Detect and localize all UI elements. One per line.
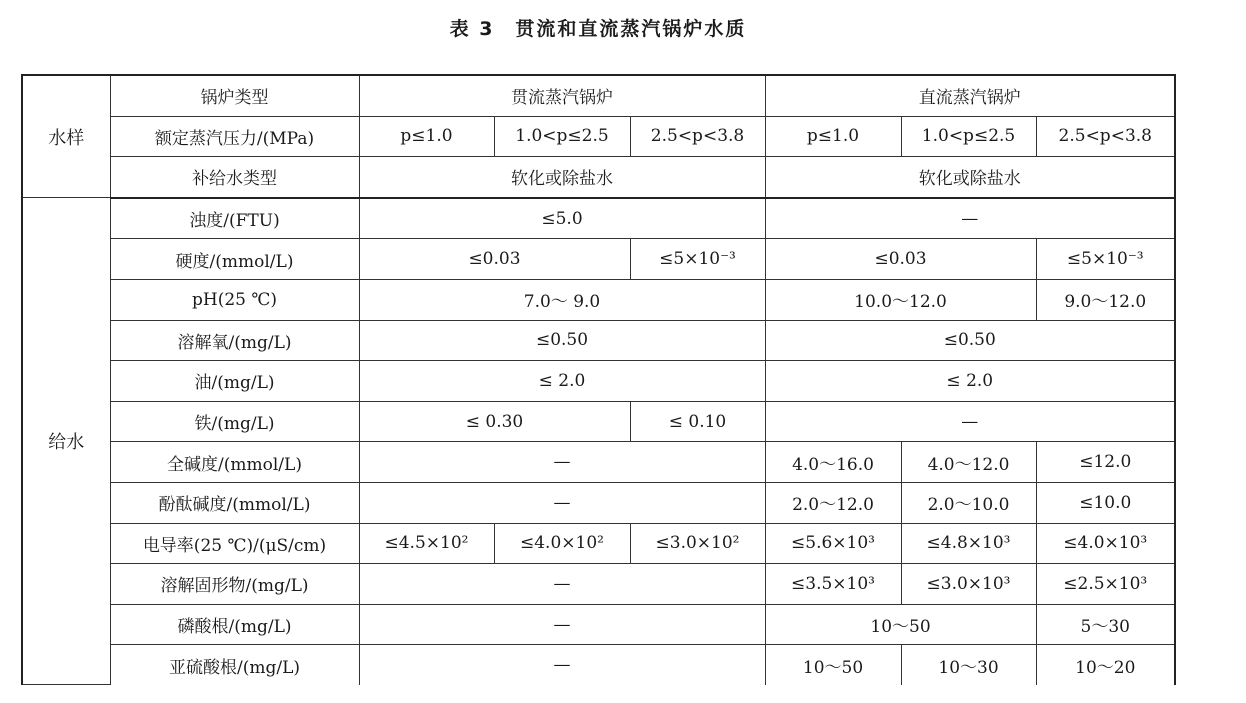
header-direct-flow: 直流蒸汽锅炉 xyxy=(765,75,1175,116)
table-cell: ≤4.8×10³ xyxy=(901,523,1036,564)
table-cell: 10～30 xyxy=(901,645,1036,685)
table-row xyxy=(22,645,1175,685)
row-label: 溶解固形物/(mg/L) xyxy=(110,564,359,605)
water-quality-table xyxy=(21,74,1176,685)
table-cell: 5～30 xyxy=(1036,604,1175,645)
table-cell: — xyxy=(359,482,765,523)
table-cell: ≤5×10⁻³ xyxy=(630,239,765,280)
makeup-direct-flow: 软化或除盐水 xyxy=(765,157,1175,198)
table-cell: ≤ 0.10 xyxy=(630,401,765,442)
table-cell: 10～50 xyxy=(765,604,1036,645)
table-cell: ≤12.0 xyxy=(1036,442,1175,483)
pressure-cell: 2.5<p<3.8 xyxy=(630,116,765,157)
table-cell: 7.0～ 9.0 xyxy=(359,279,765,320)
table-cell: ≤0.03 xyxy=(359,239,630,280)
table-cell: 10～50 xyxy=(765,645,901,685)
row-label: 全碱度/(mmol/L) xyxy=(110,442,359,483)
group-label-sample: 水样 xyxy=(22,75,110,198)
header-row-boiler-type xyxy=(22,75,1175,116)
header-row-makeup xyxy=(22,157,1175,198)
table-row xyxy=(22,523,1175,564)
pressure-cell: 1.0<p≤2.5 xyxy=(494,116,630,157)
table-row xyxy=(22,361,1175,402)
row-label: 电导率(25 ℃)/(μS/cm) xyxy=(110,523,359,564)
row-label: 亚硫酸根/(mg/L) xyxy=(110,645,359,685)
row-label: pH(25 ℃) xyxy=(110,279,359,320)
table-row xyxy=(22,279,1175,320)
row-label: 硬度/(mmol/L) xyxy=(110,239,359,280)
table-cell: 2.0～12.0 xyxy=(765,482,901,523)
table-row xyxy=(22,442,1175,483)
table-row xyxy=(22,604,1175,645)
pressure-cell: p≤1.0 xyxy=(765,116,901,157)
table-title: 表 3 贯流和直流蒸汽锅炉水质 xyxy=(449,18,747,40)
row-label: 铁/(mg/L) xyxy=(110,401,359,442)
table-cell: 4.0～16.0 xyxy=(765,442,901,483)
table-cell: ≤0.03 xyxy=(765,239,1036,280)
table-cell: ≤3.5×10³ xyxy=(765,564,901,605)
table-cell: — xyxy=(359,645,765,685)
pressure-cell: 1.0<p≤2.5 xyxy=(901,116,1036,157)
table-cell: 10.0～12.0 xyxy=(765,279,1036,320)
header-label: 锅炉类型 xyxy=(110,75,359,116)
table-cell: — xyxy=(359,604,765,645)
table-cell: — xyxy=(765,198,1175,239)
makeup-once-through: 软化或除盐水 xyxy=(359,157,765,198)
table-cell: ≤0.50 xyxy=(359,320,765,361)
row-label: 溶解氧/(mg/L) xyxy=(110,320,359,361)
table-cell: ≤4.0×10² xyxy=(494,523,630,564)
row-label: 磷酸根/(mg/L) xyxy=(110,604,359,645)
table-cell: ≤ 0.30 xyxy=(359,401,630,442)
table-cell: ≤5.0 xyxy=(359,198,765,239)
table-cell: ≤10.0 xyxy=(1036,482,1175,523)
row-label: 油/(mg/L) xyxy=(110,361,359,402)
table-cell: — xyxy=(359,564,765,605)
table-cell: — xyxy=(359,442,765,483)
table-row xyxy=(22,239,1175,280)
row-label: 酚酞碱度/(mmol/L) xyxy=(110,482,359,523)
table-row xyxy=(22,198,1175,239)
header-once-through: 贯流蒸汽锅炉 xyxy=(359,75,765,116)
table-cell: 9.0～12.0 xyxy=(1036,279,1175,320)
table-row xyxy=(22,482,1175,523)
row-label: 浊度/(FTU) xyxy=(110,198,359,239)
table-cell: ≤ 2.0 xyxy=(765,361,1175,402)
table-cell: 4.0～12.0 xyxy=(901,442,1036,483)
table-cell: ≤4.0×10³ xyxy=(1036,523,1175,564)
table-cell: ≤5.6×10³ xyxy=(765,523,901,564)
table-cell: — xyxy=(765,401,1175,442)
header-label: 额定蒸汽压力/(MPa) xyxy=(110,116,359,157)
table-cell: 2.0～10.0 xyxy=(901,482,1036,523)
header-row-pressure xyxy=(22,116,1175,157)
table-cell: ≤5×10⁻³ xyxy=(1036,239,1175,280)
table-cell: ≤ 2.0 xyxy=(359,361,765,402)
table-cell: ≤2.5×10³ xyxy=(1036,564,1175,605)
table-row xyxy=(22,564,1175,605)
table-cell: ≤3.0×10² xyxy=(630,523,765,564)
pressure-cell: 2.5<p<3.8 xyxy=(1036,116,1175,157)
group-label-feed: 给水 xyxy=(22,198,110,685)
table-cell: ≤3.0×10³ xyxy=(901,564,1036,605)
table-cell: ≤0.50 xyxy=(765,320,1175,361)
table-row xyxy=(22,401,1175,442)
table-cell: 10～20 xyxy=(1036,645,1175,685)
table-row xyxy=(22,320,1175,361)
table-cell: ≤4.5×10² xyxy=(359,523,494,564)
header-label: 补给水类型 xyxy=(110,157,359,198)
pressure-cell: p≤1.0 xyxy=(359,116,494,157)
